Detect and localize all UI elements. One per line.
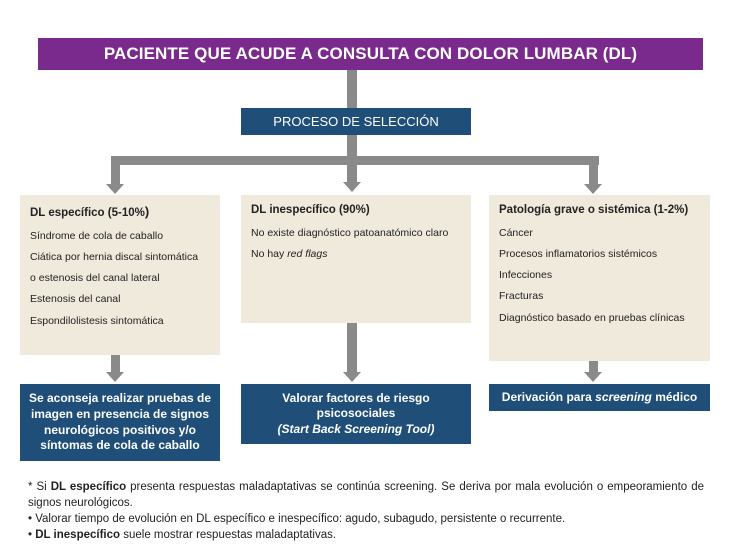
- category-title-nonspecific: DL inespecífico (90%): [251, 204, 370, 216]
- list-item: Espondilolistesis sintomática: [30, 314, 164, 327]
- list-item: Infecciones: [499, 269, 553, 282]
- action-box-psychosocial: [241, 384, 471, 444]
- arrow-head-right-lower: [584, 372, 602, 382]
- category-title-specific: DL específico (5-10%): [30, 204, 150, 219]
- action-line: Derivación para screening médico: [501, 389, 698, 404]
- notes: [28, 480, 704, 543]
- action-box-imaging: [20, 384, 220, 461]
- category-box-specific: [20, 195, 220, 355]
- connector-center-lower: [347, 323, 357, 373]
- action-line: Se aconseja realizar pruebas de: [28, 391, 212, 406]
- action-line-italic: (Start Back Screening Tool): [277, 421, 435, 436]
- list-item: Fracturas: [499, 290, 544, 303]
- list-item: Procesos inflamatorios sistémicos: [499, 248, 658, 261]
- arrow-head-left: [106, 184, 124, 194]
- process-text: PROCESO DE SELECCIÓN: [273, 114, 439, 129]
- title-box: [38, 38, 703, 70]
- list-item: o estenosis del canal lateral: [30, 272, 160, 285]
- list-item: Ciática por hernia discal sintomática: [30, 251, 199, 264]
- arrow-head-right: [584, 184, 602, 194]
- connector-center-drop: [347, 156, 357, 182]
- action-line: neurológicos positivos y/o: [43, 422, 197, 437]
- connector-right-drop: [589, 156, 598, 184]
- category-box-serious: [489, 195, 710, 361]
- connector-left-drop: [111, 156, 120, 184]
- action-line: Valorar factores de riesgo: [282, 390, 430, 405]
- list-item: No existe diagnóstico patoanatómico claro: [251, 227, 449, 239]
- connector-title-to-process: [347, 70, 357, 108]
- list-item: Estenosis del canal: [30, 293, 121, 306]
- process-box: [241, 108, 471, 135]
- action-box-referral: [489, 384, 710, 411]
- list-item: Cáncer: [499, 227, 533, 239]
- connector-left-lower: [111, 355, 120, 373]
- category-title-serious: Patología grave o sistémica (1-2%): [499, 204, 689, 216]
- arrow-head-center: [343, 182, 361, 192]
- note-1: * Si DL específico presenta respuestas maladaptativas se continúa screening. Se deriva por mala evolución o empeoramiento de signos neurológicos.: [28, 481, 704, 509]
- arrow-head-center-lower: [343, 372, 361, 382]
- note-3: • DL inespecífico suele mostrar respuestas maladaptativas.: [28, 528, 337, 541]
- action-line: imagen en presencia de signos: [30, 406, 210, 421]
- title-text: PACIENTE QUE ACUDE A CONSULTA CON DOLOR LUMBAR (DL): [103, 44, 638, 63]
- action-line: psicosociales: [316, 406, 396, 421]
- list-item: Síndrome de cola de caballo: [30, 230, 164, 242]
- list-item: No hay red flags: [251, 248, 328, 261]
- arrow-head-left-lower: [106, 372, 124, 382]
- note-2: • Valorar tiempo de evolución en DL específico e inespecífico: agudo, subagudo, persistente o recurrente.: [28, 512, 566, 525]
- category-box-nonspecific: [241, 195, 471, 323]
- action-line: síntomas de cola de caballo: [40, 438, 200, 453]
- list-item: Diagnóstico basado en pruebas clínicas: [499, 311, 685, 324]
